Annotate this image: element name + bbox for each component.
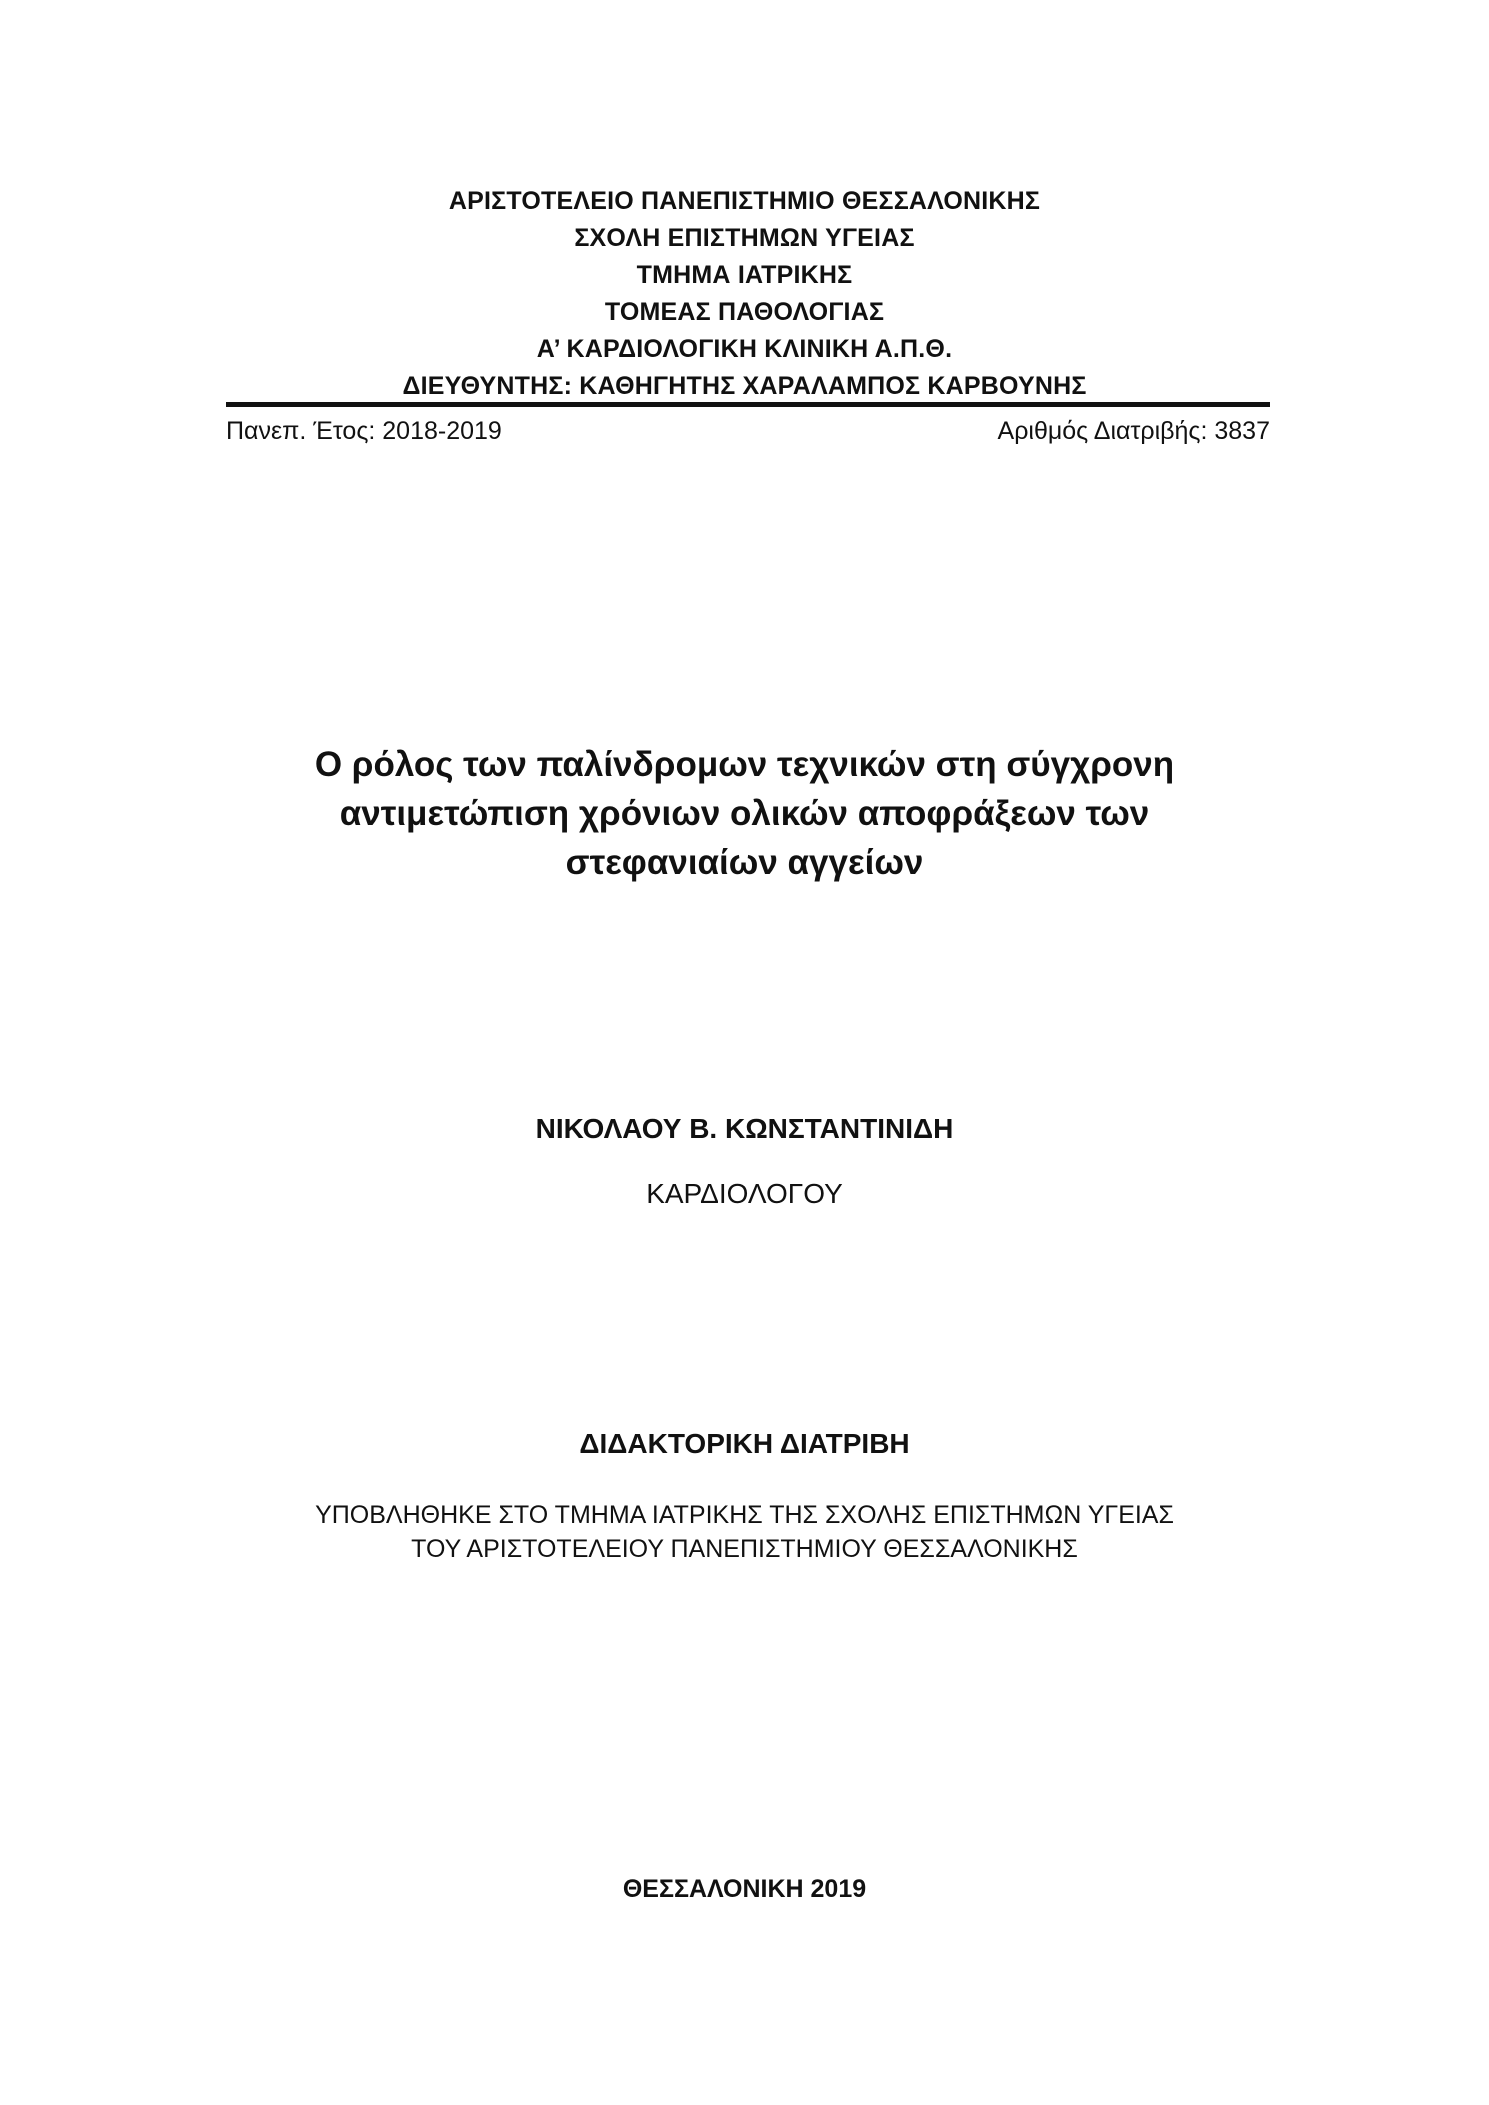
place-and-year: ΘΕΣΣΑΛΟΝΙΚΗ 2019 [622, 1875, 867, 1903]
director-line: ΔΙΕΥΘΥΝΤΗΣ: ΚΑΘΗΓΗΤΗΣ ΧΑΡΑΛΑΜΠΟΣ ΚΑΡΒΟΥΝΗΣ [402, 372, 1087, 400]
sector-name: ΤΟΜΕΑΣ ΠΑΘΟΛΟΓΙΑΣ [604, 298, 885, 326]
school-name: ΣΧΟΛΗ ΕΠΙΣΤΗΜΩΝ ΥΓΕΙΑΣ [574, 224, 915, 252]
university-name: ΑΡΙΣΤΟΤΕΛΕΙΟ ΠΑΝΕΠΙΣΤΗΜΙΟ ΘΕΣΣΑΛΟΝΙΚΗΣ [448, 187, 1041, 215]
thesis-number: Αριθμός Διατριβής: 3837 [997, 417, 1270, 445]
department-name: ΤΜΗΜΑ ΙΑΤΡΙΚΗΣ [636, 261, 853, 289]
author-name: ΝΙΚΟΛΑΟΥ Β. ΚΩΝΣΤΑΝΤΙΝΙΔΗ [535, 1113, 954, 1144]
thesis-title-line: Ο ρόλος των παλίνδρομων τεχνικών στη σύγχρονη [314, 745, 1175, 784]
thesis-title-line: στεφανιαίων αγγείων [565, 843, 924, 882]
header-divider [226, 402, 1270, 407]
submission-line: ΥΠΟΒΛΗΘΗΚΕ ΣΤΟ ΤΜΗΜΑ ΙΑΤΡΙΚΗΣ ΤΗΣ ΣΧΟΛΗΣ ΕΠΙΣΤΗΜΩΝ ΥΓΕΙΑΣ [315, 1501, 1174, 1529]
author-role: ΚΑΡΔΙΟΛΟΓΟΥ [646, 1178, 843, 1209]
academic-year: Πανεπ. Έτος: 2018-2019 [226, 417, 502, 445]
submission-line: ΤΟΥ ΑΡΙΣΤΟΤΕΛΕΙΟΥ ΠΑΝΕΠΙΣΤΗΜΙΟΥ ΘΕΣΣΑΛΟΝΙΚΗΣ [411, 1535, 1078, 1563]
clinic-name: Α’ ΚΑΡΔΙΟΛΟΓΙΚΗ ΚΛΙΝΙΚΗ Α.Π.Θ. [536, 335, 953, 363]
institution-header [0, 183, 1489, 405]
document-type: ΔΙΔΑΚΤΟΡΙΚΗ ΔΙΑΤΡΙΒΗ [579, 1428, 910, 1459]
meta-row [226, 414, 1270, 448]
thesis-title-line: αντιμετώπιση χρόνιων ολικών αποφράξεων των [339, 794, 1150, 833]
submission-statement [0, 1498, 1489, 1566]
thesis-title [0, 740, 1489, 887]
